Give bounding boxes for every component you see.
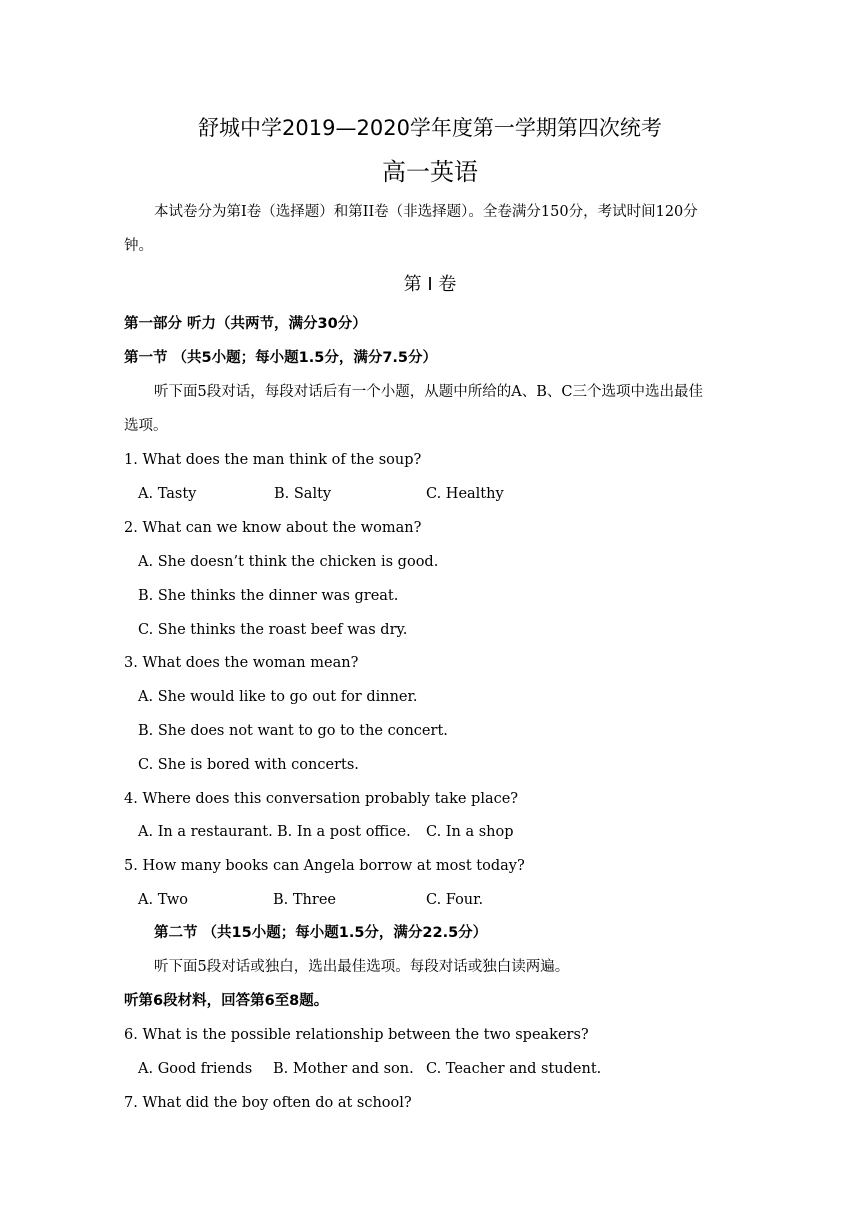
question-3-option-a: A. She would like to go out for dinner. — [138, 689, 418, 705]
intro-line-2: 钟。 — [124, 238, 153, 254]
section1-instructions-line-2: 选项。 — [124, 418, 168, 434]
exam-title: 舒城中学2019—2020学年度第一学期第四次统考 — [198, 116, 662, 140]
section1-heading: 第一节 （共5小题；每小题1.5分，满分7.5分） — [124, 350, 438, 366]
question-2-option-b: B. She thinks the dinner was great. — [138, 588, 399, 604]
intro-line-1: 本试卷分为第I卷（选择题）和第II卷（非选择题）。全卷满分150分，考试时间120分 — [154, 204, 698, 220]
subject-title: 高一英语 — [382, 158, 478, 186]
question-6-option-c: C. Teacher and student. — [426, 1061, 602, 1077]
question-6-option-b: B. Mother and son. — [273, 1061, 414, 1077]
question-5-option-a: A. Two — [138, 892, 188, 908]
question-3-stem: 3. What does the woman mean? — [124, 655, 359, 671]
section2-instructions: 听下面5段对话或独白，选出最佳选项。每段对话或独白读两遍。 — [154, 959, 570, 975]
question-6-option-a: A. Good friends — [138, 1061, 253, 1077]
question-4-option-a: A. In a restaurant. — [138, 824, 273, 840]
question-4-option-b: B. In a post office. — [277, 824, 411, 840]
question-7-stem: 7. What did the boy often do at school? — [124, 1095, 412, 1111]
section1-instructions-line-1: 听下面5段对话，每段对话后有一个小题，从题中所给的A、B、C三个选项中选出最佳 — [154, 384, 703, 400]
question-3-option-b: B. She does not want to go to the concert. — [138, 723, 448, 739]
question-2-option-a: A. She doesn’t think the chicken is good. — [138, 554, 439, 570]
material-6-heading: 听第6段材料，回答第6至8题。 — [124, 993, 329, 1009]
volume-title: 第 I 卷 — [403, 274, 457, 295]
question-2-option-c: C. She thinks the roast beef was dry. — [138, 622, 408, 638]
question-1-option-b: B. Salty — [274, 486, 332, 502]
question-5-stem: 5. How many books can Angela borrow at most today? — [124, 858, 525, 874]
part1-heading: 第一部分 听力（共两节，满分30分） — [124, 316, 367, 332]
question-1-option-c: C. Healthy — [426, 486, 504, 502]
question-5-option-b: B. Three — [273, 892, 336, 908]
question-6-stem: 6. What is the possible relationship between the two speakers? — [124, 1027, 589, 1043]
question-3-option-c: C. She is bored with concerts. — [138, 757, 359, 773]
question-1-option-a: A. Tasty — [138, 486, 197, 502]
section2-heading: 第二节 （共15小题；每小题1.5分，满分22.5分） — [154, 925, 488, 941]
question-4-option-c: C. In a shop — [426, 824, 514, 840]
question-4-stem: 4. Where does this conversation probably take place? — [124, 791, 519, 807]
question-1-stem: 1. What does the man think of the soup? — [124, 452, 422, 468]
question-5-option-c: C. Four. — [426, 892, 484, 908]
question-2-stem: 2. What can we know about the woman? — [124, 520, 422, 536]
